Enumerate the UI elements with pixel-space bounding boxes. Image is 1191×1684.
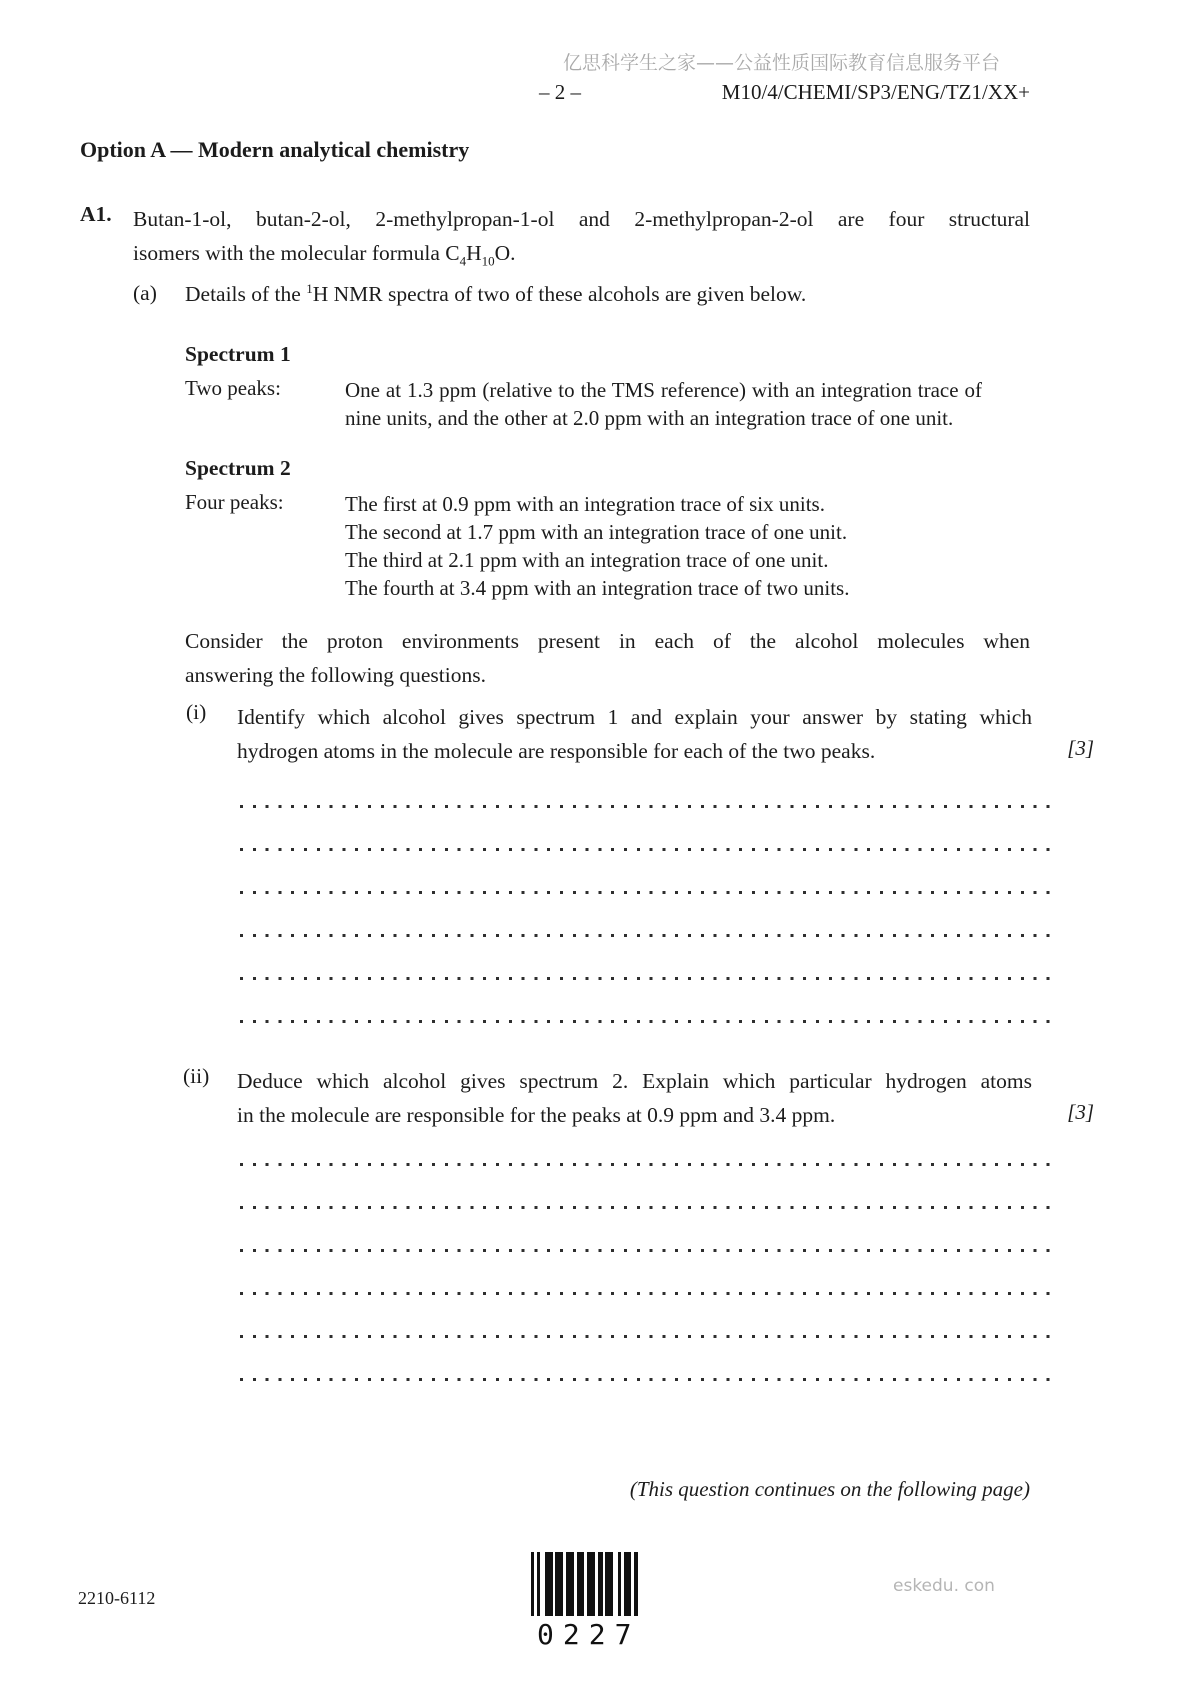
exam-code: M10/4/CHEMI/SP3/ENG/TZ1/XX+ <box>721 80 1030 104</box>
answer-dotted-line <box>240 1206 1056 1209</box>
barcode-bar <box>618 1552 621 1616</box>
question-ii-label: (ii) <box>183 1064 210 1088</box>
barcode-bar <box>634 1552 638 1616</box>
answer-dotted-line <box>240 934 1056 937</box>
spectrum1-description: One at 1.3 ppm (relative to the TMS reference) with an integration trace of nine units, and the other at 2.0 ppm with an integration trace of one unit. <box>345 378 982 430</box>
part-a-text: Details of the $^1$H NMR spectra of two of these alcohols are given below. <box>185 281 807 307</box>
spectrum2-line-3: The third at 2.1 ppm with an integration trace of one unit. <box>345 548 829 572</box>
question-ii-marks: [3] <box>1067 1100 1094 1124</box>
spectrum2-label: Four peaks: <box>185 490 284 514</box>
question-i-label: (i) <box>186 700 207 724</box>
formula-c: C <box>445 241 460 265</box>
answer-dotted-line <box>240 891 1056 894</box>
site-watermark: eskedu. con <box>893 1576 995 1596</box>
barcode-bars <box>531 1552 638 1616</box>
option-heading: Option A — Modern analytical chemistry <box>80 137 470 162</box>
answer-dotted-line <box>240 1020 1056 1023</box>
spectrum2-line-2: The second at 1.7 ppm with an integration trace of one unit. <box>345 520 848 544</box>
formula-o: O. <box>494 241 516 265</box>
spectrum2-line-1: The first at 0.9 ppm with an integration trace of six units. <box>345 492 825 516</box>
question-ii-text: Deduce which alcohol gives spectrum 2. Explain which particular hydrogen atoms in the molecule are responsible for the peaks at 0.9 ppm and 3.4 ppm. <box>237 1069 1032 1127</box>
answer-dotted-line <box>240 1249 1056 1252</box>
barcode-bar <box>531 1552 534 1616</box>
barcode-bar <box>598 1552 603 1616</box>
spectrum1-heading: Spectrum 1 <box>185 342 291 366</box>
barcode-bar <box>577 1552 584 1616</box>
barcode-bar <box>545 1552 553 1616</box>
formula-h: H <box>466 241 482 265</box>
formula-h-subscript: 10 <box>481 253 495 269</box>
spectrum2-heading: Spectrum 2 <box>185 456 291 480</box>
continuation-note: (This question continues on the following page) <box>629 1477 1030 1501</box>
answer-dotted-line <box>240 977 1056 980</box>
consider-paragraph: Consider the proton environments present in each of the alcohol molecules when answering the following questions. <box>185 629 1030 687</box>
barcode-bar <box>537 1552 540 1616</box>
answer-dotted-line <box>240 1335 1056 1338</box>
top-watermark: 亿思科学生之家——公益性质国际教育信息服务平台 <box>562 52 1000 74</box>
barcode-bar <box>605 1552 613 1616</box>
answer-dotted-line <box>240 848 1056 851</box>
page-number: – 2 – <box>539 80 581 104</box>
barcode-digits: 0227 <box>537 1618 641 1651</box>
intro-line-2: isomers with the molecular formula $C_4H_{10}O$. <box>133 241 516 269</box>
barcode-bar <box>555 1552 563 1616</box>
formula-c-subscript: 4 <box>459 253 467 269</box>
question-number: A1. <box>80 202 112 226</box>
intro-line-1: Butan-1-ol, butan-2-ol, 2-methylpropan-1-ol and 2-methylpropan-2-ol are four structural <box>133 207 1030 231</box>
barcode-bar <box>566 1552 574 1616</box>
part-a-label: (a) <box>133 281 157 305</box>
barcode <box>528 1552 640 1651</box>
question-i-marks: [3] <box>1067 736 1094 760</box>
spectrum2-line-4: The fourth at 3.4 ppm with an integration trace of two units. <box>345 576 850 600</box>
spectrum2-description <box>345 490 1005 602</box>
answer-dotted-line <box>240 1292 1056 1295</box>
paper-code: 2210-6112 <box>78 1588 156 1608</box>
answer-dotted-line <box>240 1163 1056 1166</box>
answer-dotted-line <box>240 805 1056 808</box>
question-intro <box>133 202 1030 278</box>
answer-dotted-line <box>240 1378 1056 1381</box>
barcode-bar <box>587 1552 595 1616</box>
proton-superscript: 1 <box>306 281 313 296</box>
barcode-bar <box>624 1552 631 1616</box>
question-i-text: Identify which alcohol gives spectrum 1 and explain your answer by stating which hydrogen atoms in the molecule are responsible for each of the two peaks. <box>237 705 1032 763</box>
spectrum1-label: Two peaks: <box>185 376 281 400</box>
